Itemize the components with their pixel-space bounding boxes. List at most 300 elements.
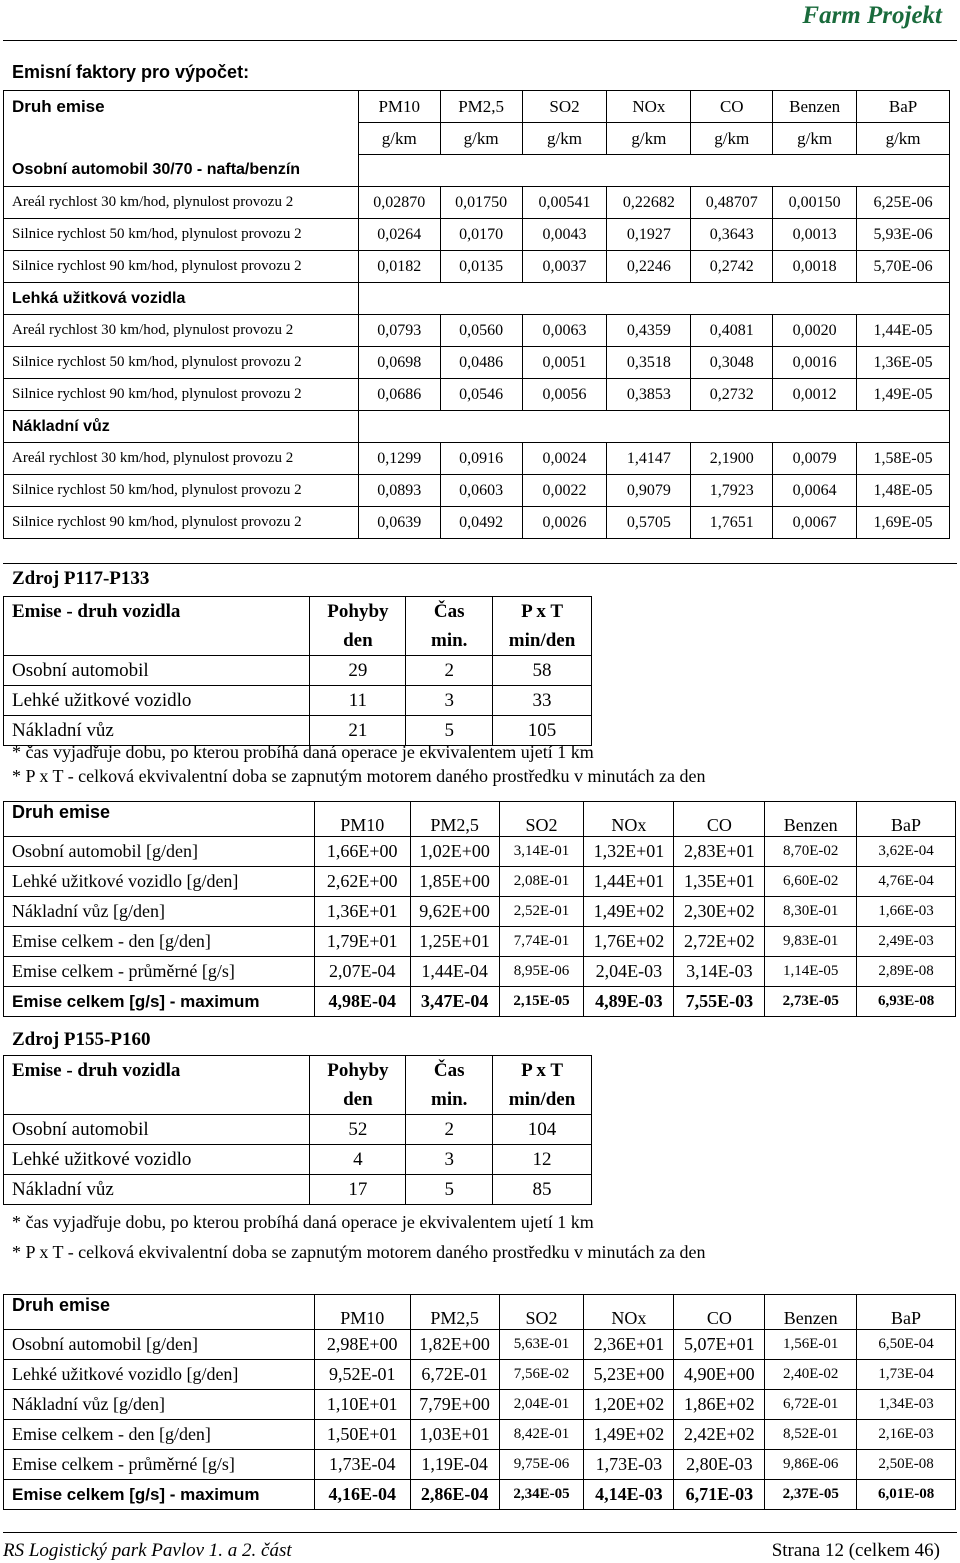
section-rule xyxy=(3,563,957,564)
section-label: Nákladní vůz xyxy=(4,411,359,443)
emissions-label: Lehké užitkové vozidlo [g/den] xyxy=(4,867,315,897)
emission-value: 1,36E+01 xyxy=(314,897,410,927)
movement-value: 21 xyxy=(310,716,406,746)
emission-value: 1,85E+00 xyxy=(410,867,499,897)
factor-row xyxy=(4,507,950,539)
emission-value: 2,40E-02 xyxy=(765,1360,857,1390)
emissions-row xyxy=(4,837,956,867)
section-row xyxy=(4,155,950,187)
factor-value: 0,0546 xyxy=(440,379,522,411)
emission-value: 4,89E-03 xyxy=(584,987,674,1017)
factor-value: 0,01750 xyxy=(440,187,522,219)
emissions-row xyxy=(4,987,956,1017)
emission-value: 4,16E-04 xyxy=(314,1480,410,1510)
factor-value: 0,0793 xyxy=(358,315,440,347)
emission-value: 2,04E-01 xyxy=(499,1390,584,1420)
movement-header: Čas xyxy=(406,597,493,627)
factor-value: 0,0639 xyxy=(358,507,440,539)
druh-emise-label: Druh emise xyxy=(4,91,359,123)
movement-unit xyxy=(4,1085,310,1115)
movement-value: 12 xyxy=(493,1145,592,1175)
movement-unit: den xyxy=(310,1085,406,1115)
emission-value: 2,49E-03 xyxy=(857,927,956,957)
factor-value: 0,0182 xyxy=(358,251,440,283)
movement-unit-row xyxy=(4,626,592,656)
emission-value: 6,72E-01 xyxy=(765,1390,857,1420)
emission-value: 9,86E-06 xyxy=(765,1450,857,1480)
emission-value: 2,04E-03 xyxy=(584,957,674,987)
emission-value: 3,14E-01 xyxy=(499,837,584,867)
factor-row xyxy=(4,475,950,507)
col-header: SO2 xyxy=(522,91,607,123)
col-header: NOx xyxy=(584,1295,674,1330)
movement-unit-row xyxy=(4,1085,592,1115)
col-header: BaP xyxy=(857,1295,956,1330)
emission-value: 2,30E+02 xyxy=(674,897,765,927)
movement-value: 5 xyxy=(406,1175,493,1205)
movement-value: 104 xyxy=(493,1115,592,1145)
factors-body xyxy=(4,155,950,539)
movement-header: Čas xyxy=(406,1056,493,1086)
emission-value: 9,75E-06 xyxy=(499,1450,584,1480)
col-header: Benzen xyxy=(765,802,857,837)
unit-cell: g/km xyxy=(691,123,773,155)
factor-row xyxy=(4,219,950,251)
unit-cell: g/km xyxy=(522,123,607,155)
factor-value: 0,0067 xyxy=(773,507,857,539)
emissions-label: Lehké užitkové vozidlo [g/den] xyxy=(4,1360,315,1390)
emission-value: 2,34E-05 xyxy=(499,1480,584,1510)
movement-value: 2 xyxy=(406,656,493,686)
vehicle-label: Lehké užitkové vozidlo xyxy=(4,1145,310,1175)
factor-value: 0,1927 xyxy=(607,219,691,251)
section-row xyxy=(4,283,950,315)
emission-value: 5,63E-01 xyxy=(499,1330,584,1360)
movement-value: 2 xyxy=(406,1115,493,1145)
section-fill xyxy=(358,155,949,187)
emission-value: 2,80E-03 xyxy=(674,1450,765,1480)
movement-value: 33 xyxy=(493,686,592,716)
druh-emise-label: Druh emise xyxy=(4,802,315,837)
col-header: Benzen xyxy=(765,1295,857,1330)
row-label: Silnice rychlost 90 km/hod, plynulost provozu 2 xyxy=(4,507,359,539)
movement-header-row xyxy=(4,597,592,627)
col-header: CO xyxy=(674,1295,765,1330)
factor-value: 0,0020 xyxy=(773,315,857,347)
emission-value: 1,10E+01 xyxy=(314,1390,410,1420)
emission-value: 7,56E-02 xyxy=(499,1360,584,1390)
emissions-row xyxy=(4,897,956,927)
footer-rule xyxy=(3,1532,957,1533)
factor-value: 0,0051 xyxy=(522,347,607,379)
emissions-label: Emise celkem - průměrné [g/s] xyxy=(4,1450,315,1480)
factor-row xyxy=(4,347,950,379)
movement-value: 29 xyxy=(310,656,406,686)
col-header: PM10 xyxy=(314,802,410,837)
emission-value: 2,62E+00 xyxy=(314,867,410,897)
emission-value: 4,98E-04 xyxy=(314,987,410,1017)
factor-value: 1,48E-05 xyxy=(857,475,950,507)
emission-value: 1,56E-01 xyxy=(765,1330,857,1360)
factor-value: 0,48707 xyxy=(691,187,773,219)
emissions-table xyxy=(3,1294,956,1510)
factor-value: 0,0135 xyxy=(440,251,522,283)
factor-value: 0,0893 xyxy=(358,475,440,507)
factor-value: 1,36E-05 xyxy=(857,347,950,379)
movement-header: Pohyby xyxy=(310,1056,406,1086)
emission-value: 1,73E-04 xyxy=(314,1450,410,1480)
factor-value: 0,0170 xyxy=(440,219,522,251)
factor-value: 0,2742 xyxy=(691,251,773,283)
factor-value: 1,58E-05 xyxy=(857,443,950,475)
factor-row xyxy=(4,251,950,283)
brand-title: Farm Projekt xyxy=(802,2,942,29)
emission-value: 3,47E-04 xyxy=(410,987,499,1017)
factor-value: 0,0013 xyxy=(773,219,857,251)
section-fill xyxy=(358,283,949,315)
factor-value: 0,0064 xyxy=(773,475,857,507)
movement-header: Pohyby xyxy=(310,597,406,627)
emissions-table xyxy=(3,801,956,1017)
emission-value: 2,16E-03 xyxy=(857,1420,956,1450)
emission-value: 2,52E-01 xyxy=(499,897,584,927)
row-label: Silnice rychlost 90 km/hod, plynulost provozu 2 xyxy=(4,251,359,283)
movement-header: P x T xyxy=(493,1056,592,1086)
emissions-label: Nákladní vůz [g/den] xyxy=(4,897,315,927)
factor-value: 0,0492 xyxy=(440,507,522,539)
note-time: * čas vyjadřuje dobu, po kterou probíhá daná operace je ekvivalentem ujetí 1 km xyxy=(12,1212,594,1232)
emission-value: 1,66E-03 xyxy=(857,897,956,927)
section-fill xyxy=(358,411,949,443)
factor-value: 0,00541 xyxy=(522,187,607,219)
row-label: Silnice rychlost 50 km/hod, plynulost provozu 2 xyxy=(4,347,359,379)
col-header: Benzen xyxy=(773,91,857,123)
unit-cell: g/km xyxy=(607,123,691,155)
col-header: BaP xyxy=(857,802,956,837)
factor-value: 0,0486 xyxy=(440,347,522,379)
factor-value: 1,44E-05 xyxy=(857,315,950,347)
emission-value: 6,01E-08 xyxy=(857,1480,956,1510)
movement-table xyxy=(3,596,592,746)
emission-value: 1,34E-03 xyxy=(857,1390,956,1420)
movement-header: Emise - druh vozidla xyxy=(4,1056,310,1086)
movement-value: 52 xyxy=(310,1115,406,1145)
emission-value: 1,49E+02 xyxy=(584,897,674,927)
emission-value: 2,08E-01 xyxy=(499,867,584,897)
emission-value: 4,76E-04 xyxy=(857,867,956,897)
emission-value: 1,03E+01 xyxy=(410,1420,499,1450)
emission-value: 9,62E+00 xyxy=(410,897,499,927)
emissions-header-row xyxy=(4,1295,956,1330)
note-pxt: * P x T - celková ekvivalentní doba se zapnutým motorem daného prostředku v minutách za den xyxy=(12,766,706,786)
vehicle-label: Nákladní vůz xyxy=(4,1175,310,1205)
factor-value: 0,0686 xyxy=(358,379,440,411)
emissions-row xyxy=(4,1390,956,1420)
movement-value: 105 xyxy=(493,716,592,746)
vehicle-label: Lehké užitkové vozidlo xyxy=(4,686,310,716)
movement-row xyxy=(4,1175,592,1205)
col-header: PM10 xyxy=(358,91,440,123)
factor-value: 1,7651 xyxy=(691,507,773,539)
emission-value: 9,83E-01 xyxy=(765,927,857,957)
emission-value: 6,93E-08 xyxy=(857,987,956,1017)
emission-value: 2,72E+02 xyxy=(674,927,765,957)
emissions-label: Osobní automobil [g/den] xyxy=(4,1330,315,1360)
emissions-label: Emise celkem - průměrné [g/s] xyxy=(4,957,315,987)
factor-row xyxy=(4,187,950,219)
factor-value: 0,0026 xyxy=(522,507,607,539)
factor-row xyxy=(4,443,950,475)
factors-title: Emisní faktory pro výpočet: xyxy=(12,62,250,82)
emissions-row xyxy=(4,957,956,987)
factor-value: 5,93E-06 xyxy=(857,219,950,251)
emission-value: 2,15E-05 xyxy=(499,987,584,1017)
emission-value: 1,19E-04 xyxy=(410,1450,499,1480)
emission-value: 8,52E-01 xyxy=(765,1420,857,1450)
movement-unit: min/den xyxy=(493,1085,592,1115)
factor-value: 0,0056 xyxy=(522,379,607,411)
emissions-label: Emise celkem [g/s] - maximum xyxy=(4,1480,315,1510)
col-header: SO2 xyxy=(499,802,584,837)
factor-value: 0,0079 xyxy=(773,443,857,475)
emission-value: 2,36E+01 xyxy=(584,1330,674,1360)
vehicle-label: Nákladní vůz xyxy=(4,716,310,746)
unit-cell: g/km xyxy=(773,123,857,155)
factor-value: 0,1299 xyxy=(358,443,440,475)
emissions-label: Nákladní vůz [g/den] xyxy=(4,1390,315,1420)
emission-value: 2,42E+02 xyxy=(674,1420,765,1450)
emissions-row xyxy=(4,867,956,897)
col-header: PM2,5 xyxy=(410,802,499,837)
emission-value: 8,30E-01 xyxy=(765,897,857,927)
row-label: Silnice rychlost 50 km/hod, plynulost provozu 2 xyxy=(4,475,359,507)
factor-row xyxy=(4,379,950,411)
factor-value: 0,0063 xyxy=(522,315,607,347)
movement-unit: min. xyxy=(406,626,493,656)
factor-value: 0,0043 xyxy=(522,219,607,251)
header-rule xyxy=(3,40,957,41)
movement-header: P x T xyxy=(493,597,592,627)
row-label: Silnice rychlost 90 km/hod, plynulost provozu 2 xyxy=(4,379,359,411)
factor-value: 0,0698 xyxy=(358,347,440,379)
emission-value: 7,79E+00 xyxy=(410,1390,499,1420)
factor-value: 0,3853 xyxy=(607,379,691,411)
movement-value: 17 xyxy=(310,1175,406,1205)
emission-value: 2,98E+00 xyxy=(314,1330,410,1360)
factor-value: 0,0916 xyxy=(440,443,522,475)
col-header: PM2,5 xyxy=(410,1295,499,1330)
emission-value: 5,07E+01 xyxy=(674,1330,765,1360)
movement-value: 3 xyxy=(406,686,493,716)
movement-unit xyxy=(4,626,310,656)
movement-row xyxy=(4,656,592,686)
movement-table xyxy=(3,1055,592,1205)
movement-value: 58 xyxy=(493,656,592,686)
movement-row xyxy=(4,1145,592,1175)
factor-row xyxy=(4,315,950,347)
movement-value: 11 xyxy=(310,686,406,716)
factor-value: 0,0560 xyxy=(440,315,522,347)
emission-value: 5,23E+00 xyxy=(584,1360,674,1390)
emission-value: 2,07E-04 xyxy=(314,957,410,987)
col-header: SO2 xyxy=(499,1295,584,1330)
factor-value: 0,3643 xyxy=(691,219,773,251)
emission-value: 1,32E+01 xyxy=(584,837,674,867)
footer-project: RS Logistický park Pavlov 1. a 2. část xyxy=(3,1540,292,1561)
factor-value: 0,0012 xyxy=(773,379,857,411)
emission-value: 4,14E-03 xyxy=(584,1480,674,1510)
emission-value: 2,86E-04 xyxy=(410,1480,499,1510)
unit-cell: g/km xyxy=(358,123,440,155)
factor-value: 1,4147 xyxy=(607,443,691,475)
col-header: NOx xyxy=(584,802,674,837)
row-label: Areál rychlost 30 km/hod, plynulost provozu 2 xyxy=(4,187,359,219)
col-header: NOx xyxy=(607,91,691,123)
emissions-row xyxy=(4,1450,956,1480)
row-label: Silnice rychlost 50 km/hod, plynulost provozu 2 xyxy=(4,219,359,251)
vehicle-label: Osobní automobil xyxy=(4,656,310,686)
source-title: Zdroj P155-P160 xyxy=(12,1029,151,1050)
emission-value: 2,73E-05 xyxy=(765,987,857,1017)
movement-unit: den xyxy=(310,626,406,656)
emissions-row xyxy=(4,1480,956,1510)
emission-value: 9,52E-01 xyxy=(314,1360,410,1390)
source-title: Zdroj P117-P133 xyxy=(12,568,150,589)
emissions-label: Emise celkem - den [g/den] xyxy=(4,1420,315,1450)
section-label: Lehká užitková vozidla xyxy=(4,283,359,315)
factor-value: 0,0603 xyxy=(440,475,522,507)
factor-value: 0,0037 xyxy=(522,251,607,283)
emission-value: 1,73E-04 xyxy=(857,1360,956,1390)
movement-value: 85 xyxy=(493,1175,592,1205)
factor-value: 0,4359 xyxy=(607,315,691,347)
factor-value: 0,22682 xyxy=(607,187,691,219)
emission-value: 8,70E-02 xyxy=(765,837,857,867)
emissions-label: Osobní automobil [g/den] xyxy=(4,837,315,867)
movement-row xyxy=(4,1115,592,1145)
factor-value: 5,70E-06 xyxy=(857,251,950,283)
movement-unit: min/den xyxy=(493,626,592,656)
factor-value: 0,5705 xyxy=(607,507,691,539)
emission-value: 6,60E-02 xyxy=(765,867,857,897)
factor-value: 0,9079 xyxy=(607,475,691,507)
emission-value: 2,50E-08 xyxy=(857,1450,956,1480)
note-time: * čas vyjadřuje dobu, po kterou probíhá daná operace je ekvivalentem ujetí 1 km xyxy=(12,742,594,762)
emission-value: 1,82E+00 xyxy=(410,1330,499,1360)
emission-value: 2,83E+01 xyxy=(674,837,765,867)
emission-value: 1,66E+00 xyxy=(314,837,410,867)
emission-value: 1,35E+01 xyxy=(674,867,765,897)
emission-value: 1,86E+02 xyxy=(674,1390,765,1420)
section-label: Osobní automobil 30/70 - nafta/benzín xyxy=(4,155,359,187)
col-header: PM2,5 xyxy=(440,91,522,123)
row-label: Areál rychlost 30 km/hod, plynulost provozu 2 xyxy=(4,315,359,347)
movement-header: Emise - druh vozidla xyxy=(4,597,310,627)
col-header: CO xyxy=(674,802,765,837)
factor-value: 0,0024 xyxy=(522,443,607,475)
note-pxt: * P x T - celková ekvivalentní doba se zapnutým motorem daného prostředku v minutách za den xyxy=(12,1242,706,1262)
emissions-header-row xyxy=(4,802,956,837)
factor-value: 0,0264 xyxy=(358,219,440,251)
emission-value: 2,37E-05 xyxy=(765,1480,857,1510)
factor-value: 0,00150 xyxy=(773,187,857,219)
unit-cell: g/km xyxy=(440,123,522,155)
emission-value: 1,50E+01 xyxy=(314,1420,410,1450)
emission-value: 7,74E-01 xyxy=(499,927,584,957)
druh-emise-label: Druh emise xyxy=(4,1295,315,1330)
emission-value: 3,62E-04 xyxy=(857,837,956,867)
emissions-row xyxy=(4,927,956,957)
emission-value: 2,89E-08 xyxy=(857,957,956,987)
factor-value: 0,3048 xyxy=(691,347,773,379)
movement-row xyxy=(4,716,592,746)
factor-value: 0,02870 xyxy=(358,187,440,219)
emission-value: 6,50E-04 xyxy=(857,1330,956,1360)
factor-value: 0,2732 xyxy=(691,379,773,411)
emission-value: 8,95E-06 xyxy=(499,957,584,987)
movement-unit: min. xyxy=(406,1085,493,1115)
emissions-label: Emise celkem - den [g/den] xyxy=(4,927,315,957)
emission-value: 1,20E+02 xyxy=(584,1390,674,1420)
emissions-label: Emise celkem [g/s] - maximum xyxy=(4,987,315,1017)
movement-value: 5 xyxy=(406,716,493,746)
emission-value: 1,73E-03 xyxy=(584,1450,674,1480)
factor-value: 6,25E-06 xyxy=(857,187,950,219)
movement-value: 3 xyxy=(406,1145,493,1175)
unit-cell: g/km xyxy=(857,123,950,155)
vehicle-label: Osobní automobil xyxy=(4,1115,310,1145)
factor-value: 0,0016 xyxy=(773,347,857,379)
emission-value: 1,79E+01 xyxy=(314,927,410,957)
factor-value: 0,3518 xyxy=(607,347,691,379)
factor-value: 1,69E-05 xyxy=(857,507,950,539)
emission-value: 1,44E+01 xyxy=(584,867,674,897)
row-label: Areál rychlost 30 km/hod, plynulost provozu 2 xyxy=(4,443,359,475)
footer-page: Strana 12 (celkem 46) xyxy=(771,1540,940,1561)
factor-value: 0,4081 xyxy=(691,315,773,347)
factor-value: 1,49E-05 xyxy=(857,379,950,411)
col-header: PM10 xyxy=(314,1295,410,1330)
emission-value: 6,72E-01 xyxy=(410,1360,499,1390)
emission-value: 1,02E+00 xyxy=(410,837,499,867)
factor-value: 1,7923 xyxy=(691,475,773,507)
emission-value: 3,14E-03 xyxy=(674,957,765,987)
movement-value: 4 xyxy=(310,1145,406,1175)
movement-row xyxy=(4,686,592,716)
factor-value: 0,0022 xyxy=(522,475,607,507)
emission-value: 8,42E-01 xyxy=(499,1420,584,1450)
movement-header-row xyxy=(4,1056,592,1086)
col-header: BaP xyxy=(857,91,950,123)
emissions-row xyxy=(4,1420,956,1450)
emission-value: 1,49E+02 xyxy=(584,1420,674,1450)
emission-value: 1,25E+01 xyxy=(410,927,499,957)
emissions-row xyxy=(4,1360,956,1390)
emission-factors-table xyxy=(3,90,950,539)
emission-value: 7,55E-03 xyxy=(674,987,765,1017)
factor-value: 2,1900 xyxy=(691,443,773,475)
factor-value: 0,0018 xyxy=(773,251,857,283)
emissions-row xyxy=(4,1330,956,1360)
emission-value: 1,44E-04 xyxy=(410,957,499,987)
section-row xyxy=(4,411,950,443)
col-header: CO xyxy=(691,91,773,123)
emission-value: 1,76E+02 xyxy=(584,927,674,957)
emission-value: 4,90E+00 xyxy=(674,1360,765,1390)
emission-value: 6,71E-03 xyxy=(674,1480,765,1510)
emission-value: 1,14E-05 xyxy=(765,957,857,987)
factor-value: 0,2246 xyxy=(607,251,691,283)
